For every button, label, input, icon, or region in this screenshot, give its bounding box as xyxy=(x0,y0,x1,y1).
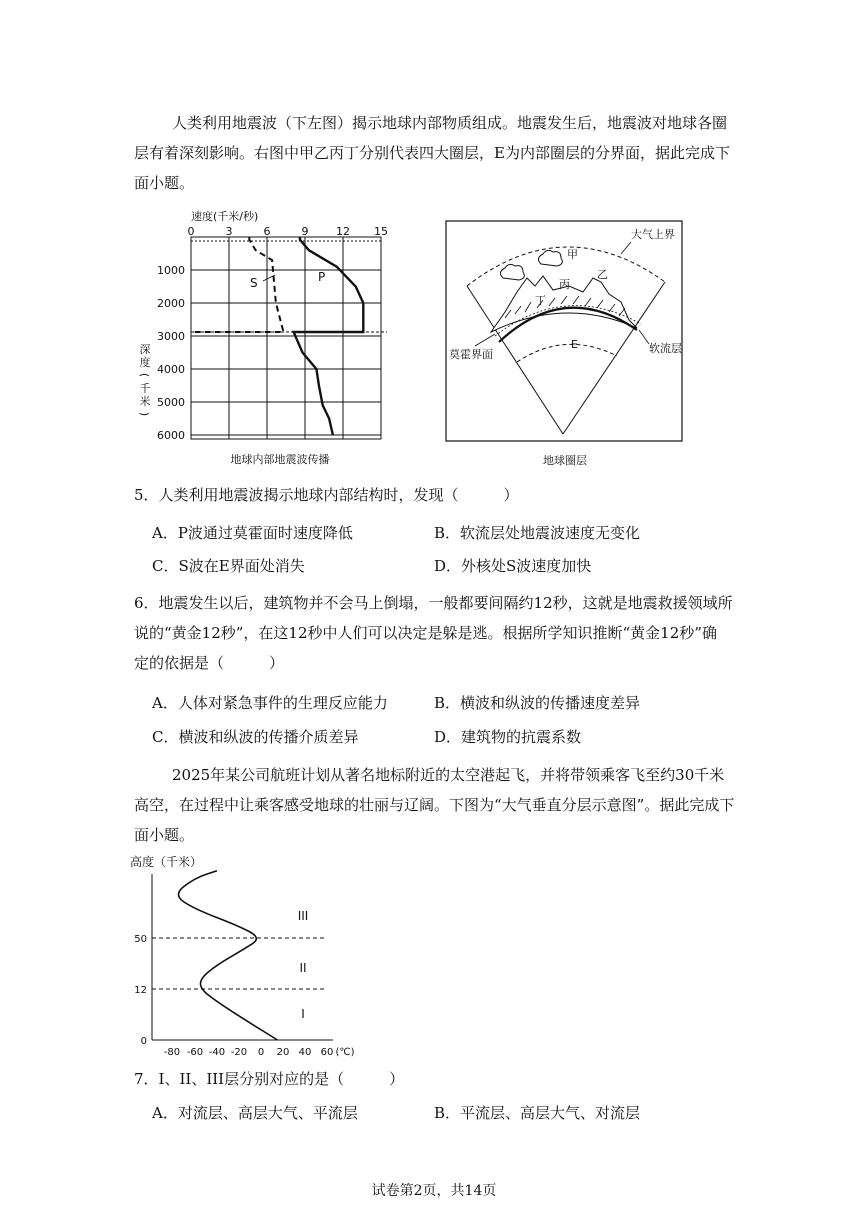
x-tick-label: 3 xyxy=(225,225,233,238)
q5-option-d[interactable]: D．外核处S波速度加快 xyxy=(434,557,592,575)
y-tick-labels xyxy=(157,264,185,442)
depth-label-char: 千 xyxy=(139,382,151,395)
atmosphere-figure xyxy=(125,852,385,1062)
x-tick-label: 6 xyxy=(263,225,271,238)
label-atmosphere-top: 大气上界 xyxy=(631,228,675,241)
intro-2-line-3: 面小题。 xyxy=(134,826,195,844)
q6-option-a[interactable]: A．人体对紧急事件的生理反应能力 xyxy=(152,694,388,712)
label-asthenosphere: 软流层 xyxy=(649,342,682,355)
q6-line-3: 定的依据是（ ） xyxy=(134,654,285,672)
q5-stem: 5．人类利用地震波揭示地球内部结构时，发现（ ） xyxy=(134,486,519,504)
x-tick-label: -40 xyxy=(208,1047,226,1058)
x-tick-label: 0 xyxy=(187,225,195,238)
cloud-icon xyxy=(500,250,562,280)
label-jia: 甲 xyxy=(567,248,578,261)
s-wave-label: S xyxy=(250,276,258,290)
x-tick-label: -20 xyxy=(230,1047,248,1058)
q6-line-2: 说的“黄金12秒”，在这12秒中人们可以决定是躲是逃。根据所学知识推断“黄金12秒”确 xyxy=(134,624,717,642)
y-tick-label: 4000 xyxy=(157,363,185,376)
x-tick-label: 15 xyxy=(374,225,388,238)
x-tick-label: 12 xyxy=(336,225,350,238)
speed-axis-title: 速度(千米/秒) xyxy=(191,210,259,223)
x-tick-label: 9 xyxy=(301,225,309,238)
depth-label-char: 深 xyxy=(139,343,151,356)
x-tick-label: 60 xyxy=(320,1047,334,1058)
x-tick-label: 20 xyxy=(276,1047,290,1058)
q7-option-a[interactable]: A．对流层、高层大气、平流层 xyxy=(152,1104,358,1122)
x-unit-label: (℃) xyxy=(335,1047,355,1058)
layer-label-3: III xyxy=(297,909,309,923)
atmos-y-axis-title: 高度（千米） xyxy=(130,855,203,869)
depth-label-char: 度 xyxy=(139,356,151,369)
atm-top-leader xyxy=(621,242,631,254)
q6-option-c[interactable]: C．横波和纵波的传播介质差异 xyxy=(152,728,359,746)
q7-stem: 7．I、II、III层分别对应的是（ ） xyxy=(134,1070,405,1088)
depth-label-char: ( xyxy=(138,372,151,378)
p-wave-label: P xyxy=(318,270,326,284)
depth-label-char: 米 xyxy=(139,395,151,408)
temperature-curve xyxy=(179,871,278,1040)
y-tick-label: 50 xyxy=(134,934,147,945)
label-e: E xyxy=(571,338,578,351)
atmos-axes xyxy=(152,874,333,1040)
depth-label-char: ) xyxy=(138,411,151,417)
q6-option-b[interactable]: B．横波和纵波的传播速度差异 xyxy=(434,694,641,712)
q6-line-1: 6．地震发生以后，建筑物并不会马上倒塌，一般都要间隔约12秒，这就是地震救援领域所 xyxy=(134,594,733,612)
x-tick-labels xyxy=(188,225,389,238)
label-yi: 乙 xyxy=(597,268,608,281)
atmos-x-ticks xyxy=(164,1047,355,1058)
q5-option-c[interactable]: C．S波在E界面处消失 xyxy=(152,557,305,575)
seismic-figure-caption: 地球内部地震波传播 xyxy=(230,453,330,466)
q5-option-b[interactable]: B．软流层处地震波速度无变化 xyxy=(434,524,641,542)
intro-1-line-3: 面小题。 xyxy=(134,174,195,192)
x-tick-label: -80 xyxy=(163,1047,181,1058)
earth-spheres-figure xyxy=(445,220,685,470)
y-tick-label: 2000 xyxy=(157,297,185,310)
s-wave-line xyxy=(191,237,284,332)
q6-stem xyxy=(134,588,854,678)
label-ding: 丁 xyxy=(535,294,546,307)
x-tick-label: -60 xyxy=(186,1047,204,1058)
seismic-grid xyxy=(191,237,387,439)
y-tick-label: 6000 xyxy=(157,429,185,442)
page-footer: 试卷第2页，共14页 xyxy=(371,1183,497,1199)
sphere-figure-caption: 地球圈层 xyxy=(543,454,587,467)
moho-leader xyxy=(475,334,495,346)
x-tick-label: 40 xyxy=(298,1047,312,1058)
label-bing: 丙 xyxy=(559,278,570,291)
y-tick-label: 1000 xyxy=(157,264,185,277)
intro-2-line-2: 高空，在过程中让乘客感受地球的壮丽与辽阔。下图为“大气垂直分层示意图”。据此完成下 xyxy=(134,796,735,814)
atmos-y-ticks xyxy=(134,934,147,1047)
asthenosphere-leader xyxy=(639,330,649,344)
y-tick-label: 5000 xyxy=(157,396,185,409)
label-moho: 莫霍界面 xyxy=(449,348,493,361)
depth-axis-label xyxy=(138,343,151,416)
intro-paragraph-2 xyxy=(134,760,854,850)
q6-option-d[interactable]: D．建筑物的抗震系数 xyxy=(434,728,582,746)
layer-label-1: I xyxy=(301,1007,305,1021)
intro-2-line-1: 2025年某公司航班计划从著名地标附近的太空港起飞，并将带领乘客飞至约30千米 xyxy=(172,766,725,784)
q7-option-b[interactable]: B．平流层、高层大气、对流层 xyxy=(434,1104,641,1122)
q5-option-a[interactable]: A．P波通过莫霍面时速度降低 xyxy=(152,524,353,542)
intro-paragraph-1 xyxy=(134,108,854,198)
intro-1-line-2: 层有着深刻影响。右图中甲乙丙丁分别代表四大圈层，E为内部圈层的分界面，据此完成下 xyxy=(134,144,730,162)
y-tick-label: 0 xyxy=(140,1036,147,1047)
seismic-wave-figure xyxy=(125,205,415,470)
sphere-frame xyxy=(446,221,682,441)
layer-label-2: II xyxy=(299,961,307,975)
y-tick-label: 12 xyxy=(134,985,147,996)
y-tick-label: 3000 xyxy=(157,330,185,343)
intro-1-line-1: 人类利用地震波（下左图）揭示地球内部物质组成。地震发生后，地震波对地球各圈 xyxy=(172,114,728,132)
e-boundary xyxy=(517,344,617,362)
x-tick-label: 0 xyxy=(257,1047,265,1058)
